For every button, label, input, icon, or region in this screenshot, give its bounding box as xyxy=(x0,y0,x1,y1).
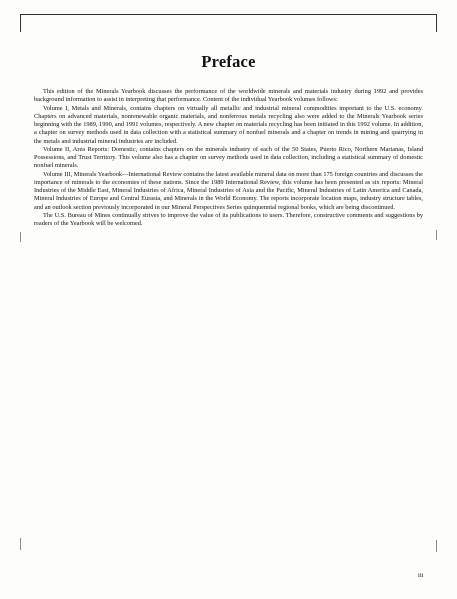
paragraph-volume-1: Volume I, Metals and Minerals, contains chapters on virtually all metallic and industrial mineral commodities important to the U.S. economy. Chapters on advanced materials, nonrenewable organic materials, and nonferrous metals recycling also were added to the Minerals Yearbook series beginning with the 1989, 1990, and 1991 volumes, respectively. A new chapter on materials recycling has been initiated in this 1992 volume. In addition, a chapter on survey methods used in data collection with a statistical summary of nonfuel minerals and a chapter on trends in mining and quarrying in the metals and industrial mineral industries are included. xyxy=(34,104,423,145)
left-margin-mark xyxy=(20,232,21,242)
page-title: Preface xyxy=(201,52,256,71)
right-margin-mark xyxy=(436,230,437,240)
preface-body xyxy=(34,88,423,228)
right-margin-mark xyxy=(436,540,437,552)
paragraph-volume-3: Volume III, Minerals Yearbook—International Review contains the latest available mineral data on more than 175 foreign countries and discusses the importance of minerals to the economies of these nations. Since the 1989 International Review, this volume has been presented as six reports: Mineral Industries of the Middle East, Mineral Industries of Africa, Mineral Industries of Asia and the Pacific, Mineral Industries of Latin America and Canada, Mineral Industries of Europe and Central Eurasia, and Minerals in the World Economy. The reports incorporate location maps, industry structure tables, and an outlook section previously incorporated in our Mineral Perspectives Series quinquennial regional books, which are being discontinued. xyxy=(34,170,423,211)
left-margin-mark xyxy=(20,538,21,550)
paragraph-closing: The U.S. Bureau of Mines continually strives to improve the value of its publications to users. Therefore, constructive comments and suggestions by readers of the Yearbook will be welcomed. xyxy=(34,211,423,227)
left-corner-rule xyxy=(20,14,21,32)
paragraph-volume-2: Volume II, Area Reports: Domestic, contains chapters on the minerals industry of each of the 50 States, Puerto Rico, Northern Marianas, Island Possessions, and Trust Territory. This volume also has a chapter on survey methods used in data collection, including a statistical summary of domestic nonfuel minerals. xyxy=(34,145,423,170)
right-corner-rule xyxy=(436,14,437,32)
paragraph-intro: This edition of the Minerals Yearbook discusses the performance of the worldwide minerals and materials industry during 1992 and provides background information to assist in interpreting that performance. Content of the individual Yearbook volumes follows: xyxy=(34,88,423,104)
top-border-rule xyxy=(20,14,437,15)
page-number: iii xyxy=(418,572,424,579)
